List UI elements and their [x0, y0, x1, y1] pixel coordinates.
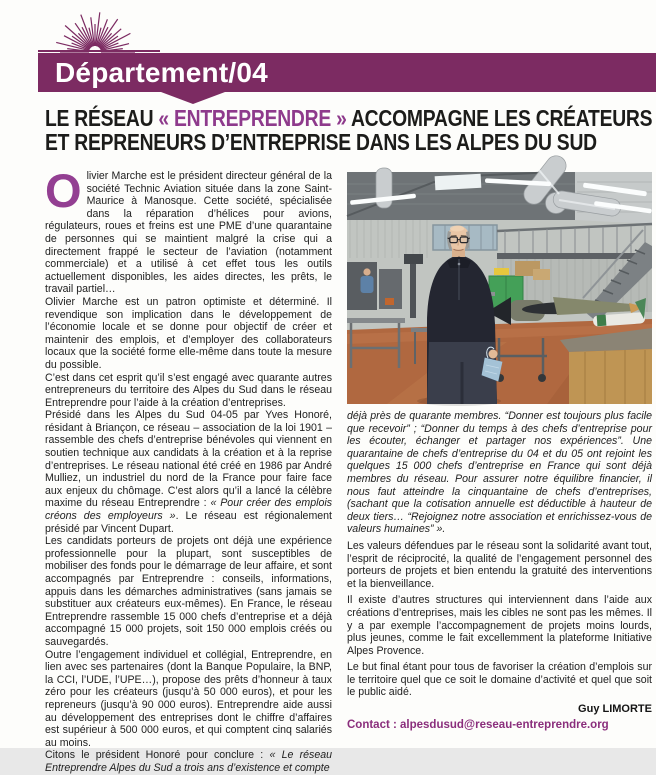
paragraph: Olivier Marche est un patron optimiste et déterminé. Il revendique son implication dans le développement de l’économie locale et se donne pour objectif de créer et maintenir des emplois, et d’employer des collaborateurs locaux que la société forme elle-même dans toute la mesure du possible.: [45, 295, 332, 371]
quote-maxime: « Pour créer des emplois créons des employeurs »: [45, 497, 332, 523]
drop-cap: O: [45, 164, 82, 217]
paragraph: Les candidats porteurs de projets ont déjà une expérience professionnelle pour la plupart, sont susceptibles de mobiliser des fonds pour le démarrage de leur affaire, et sont accompagnés par Entreprendre : conseils, informations, appuis dans les démarches administratives (sans jamais se substituer aux créateurs eux-mêmes). En France, le réseau Entreprendre rassemble 15 000 chefs d’entreprise et a déjà accompagné 15 000 projets, soit 150 000 emplois créés ou sauvegardés.: [45, 535, 332, 648]
headline-highlight: « ENTREPRENDRE »: [158, 105, 347, 131]
paragraph: Il existe d’autres structures qui interviennent dans l’aide aux créations d’entreprises, mais les cibles ne sont pas les mêmes. Il y a par exemple l’accompagnement de projets moins lourds, plus jeunes, comme le fait excellemment la plateforme Initiative Alpes Provence.: [347, 594, 652, 657]
paragraph: Les valeurs défendues par le réseau sont la solidarité avant tout, l’esprit de réciprocité, la qualité de l’engagement personnel des porteurs de projets et bien entendu la gratuité des interventions et la bienveillance.: [347, 539, 652, 590]
paragraph-lead: Olivier Marche est le président directeur général de la société Technic Aviation située dans la zone Saint-Maurice à Manosque. Cette société, spécialisée dans la réparation d’hélices pour avions, régulateurs, roues et freins est une PME d’une quarantaine de personnes qui se maintient malgré la crise qui a directement frappé le secteur de l’aviation (notamment commerciale) et a utilisé à cet effet tous les outils actuellement disponibles, les aides directes, les prêts, le travail partiel…: [45, 164, 332, 296]
paragraph-quote-continuation: déjà près de quarante membres. “Donner est toujours plus facile que recevoir” ; “Donner du temps à des chefs d’entreprise pour les écouter, échanger et partager nos expériences”. Une quarantaine de chefs d’entreprise du 04 et du 05 ont rejoint les quelques 15 000 chefs d’entreprise en France qui sont déjà membres du réseau. Pour assurer notre équilibre financier, il nous faut atteindre la cinquantaine de chefs d’entreprises, (sachant que la cotisation annuelle est déductible à hauteur de deux tiers… “Rejoignez notre association et enrichissez-vous de valeurs humaines” ».: [347, 410, 652, 536]
workshop-photo: [347, 172, 652, 404]
author-byline: Guy LIMORTE: [578, 703, 652, 716]
headline-line-2: ET REPRENEURS D’ENTREPRISE DANS LES ALPES DU SUD: [45, 129, 597, 155]
president-quote-start: « Le réseau Entreprendre Alpes du Sud a trois ans d’existence et compte: [45, 749, 332, 774]
headline-line-1: LE RÉSEAU « ENTREPRENDRE » ACCOMPAGNE LES CRÉATEURS: [45, 105, 653, 131]
article-headline: [45, 106, 652, 154]
paragraph-quote-start: Citons le président Honoré pour conclure : « Le réseau Entreprendre Alpes du Sud a trois ans d’existence et compte: [45, 749, 332, 774]
sunburst-rays-icon: [30, 6, 160, 52]
workshop-photo-illustration: [347, 172, 652, 404]
contact-line: Contact : alpesdusud@reseau-entreprendre.org: [347, 719, 609, 732]
masthead-underline: [38, 50, 160, 52]
banner-title: Département/04: [55, 57, 268, 88]
paragraph: Présidé dans les Alpes du Sud 04-05 par Yves Honoré, résidant à Briançon, ce réseau – association de la loi 1901 – rassemble des chefs d’entreprise bénévoles qui viennent en soutien technique aux candidats à la création et à la reprise d’entreprises. Le réseau national été créé en 1986 par André Mulliez, un industriel du nord de la France pour faire face aux enjeux du chômage. C’est alors qu’il a lancé la célèbre maxime du réseau Entreprendre : « Pour créer des emplois créons des employeurs ». Le réseau est régionalement présidé par Vincent Dupart.: [45, 409, 332, 535]
department-banner: [38, 53, 656, 92]
paragraph: C’est dans cet esprit qu’il s’est engagé avec quarante autres entrepreneurs du territoire des Alpes du Sud dans le réseau Entreprendre pour l’aide à la création d’entreprises.: [45, 371, 332, 409]
paragraph: Le but final étant pour tous de favoriser la création d’emplois sur le territoire quel que ce soit le domaine d’activité et quel que soit le public aidé.: [347, 661, 652, 699]
column-left: [45, 164, 332, 775]
banner-notch-triangle: [161, 92, 225, 104]
article-columns: [45, 164, 652, 775]
column-right: [347, 170, 652, 775]
paragraph: Outre l’engagement individuel et collégial, Entreprendre, en lien avec ses partenaires (dont la Banque Populaire, la BNP, la CCI, l’UDE, l’UPE…), propose des prêts d’honneur à taux zéro pour les créateurs (jusqu’à 50 000 euros), et pour les repreneurs (jusqu’à 90 000 euros). Entreprendre aide aussi au développement des entreprises dont le chiffre d’affaires est supérieur à 500 000 euros, et qui comptent cinq salariés au moins.: [45, 648, 332, 749]
